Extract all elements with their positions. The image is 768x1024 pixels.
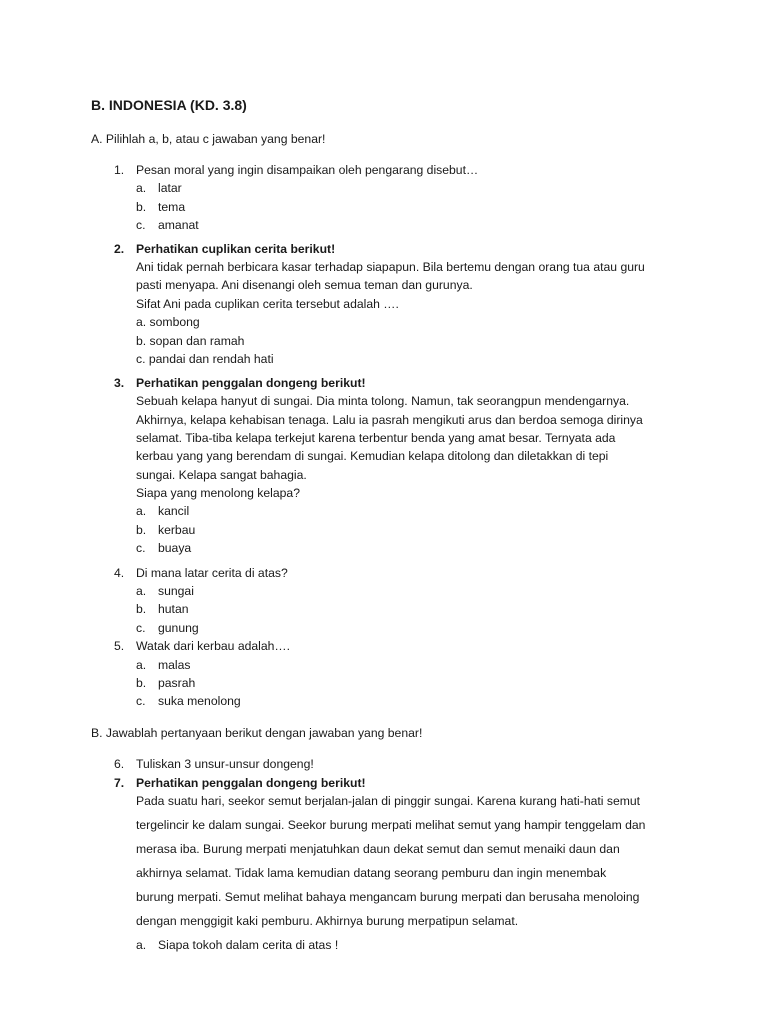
option-text: pasrah (158, 676, 196, 690)
option-text: tema (158, 200, 186, 214)
question-text: Di mana latar cerita di atas? (136, 566, 288, 580)
option-letter: a. (136, 658, 147, 672)
passage-line: selamat. Tiba-tiba kelapa terkejut karena terbentur benda yang amat besar. Ternyata ada (136, 431, 616, 445)
option-letter: b. (136, 200, 147, 214)
question-number: 4. (114, 566, 125, 580)
page-title: B. INDONESIA (KD. 3.8) (91, 97, 247, 113)
section-a-instruction: A. Pilihlah a, b, atau c jawaban yang benar! (91, 132, 326, 146)
passage-line: dengan menggigit kaki pemburu. Akhirnya burung merpatipun selamat. (136, 914, 519, 928)
question-text: Sifat Ani pada cuplikan cerita tersebut adalah …. (136, 297, 399, 311)
passage-line: burung merpati. Semut melihat bahaya mengancam burung merpati dan berusaha menoloing (136, 890, 640, 904)
passage-line: pasti menyapa. Ani disenangi oleh semua teman dan gurunya. (136, 278, 473, 292)
passage-line: Akhirnya, kelapa kehabisan tenaga. Lalu ia pasrah mengikuti arus dan berdoa semoga dirinya (136, 413, 643, 427)
question-heading: Perhatikan penggalan dongeng berikut! (136, 376, 366, 390)
option-letter: b. (136, 523, 147, 537)
passage-line: kerbau yang yang berendam di sungai. Kemudian kelapa ditolong dan diletakkan di tepi (136, 449, 609, 463)
option-letter: c. (136, 218, 146, 232)
sub-question-text: Siapa tokoh dalam cerita di atas ! (158, 938, 339, 952)
option-text: a. sombong (136, 315, 200, 329)
option-text: b. sopan dan ramah (136, 334, 245, 348)
passage-line: tergelincir ke dalam sungai. Seekor burung merpati melihat semut yang hampir tenggelam dan (136, 818, 646, 832)
option-letter: b. (136, 602, 147, 616)
passage-line: sungai. Kelapa sangat bahagia. (136, 468, 307, 482)
passage-line: Pada suatu hari, seekor semut berjalan-jalan di pinggir sungai. Karena kurang hati-hati semut (136, 794, 641, 808)
question-text: Pesan moral yang ingin disampaikan oleh pengarang disebut… (136, 163, 479, 177)
question-number: 1. (114, 163, 125, 177)
question-number: 5. (114, 639, 125, 653)
option-letter: a. (136, 504, 147, 518)
question-text: Tuliskan 3 unsur-unsur dongeng! (136, 757, 314, 771)
question-number: 7. (114, 776, 125, 790)
option-letter: a. (136, 181, 147, 195)
option-text: buaya (158, 541, 192, 555)
option-text: latar (158, 181, 182, 195)
option-text: gunung (158, 621, 199, 635)
question-number: 2. (114, 242, 125, 256)
option-text: hutan (158, 602, 189, 616)
question-text: Watak dari kerbau adalah…. (136, 639, 291, 653)
question-heading: Perhatikan cuplikan cerita berikut! (136, 242, 336, 256)
passage-line: Sebuah kelapa hanyut di sungai. Dia minta tolong. Namun, tak seorangpun mendengarnya. (136, 394, 630, 408)
option-letter: c. (136, 541, 146, 555)
option-text: malas (158, 658, 191, 672)
question-text: Siapa yang menolong kelapa? (136, 486, 300, 500)
option-letter: a. (136, 938, 147, 952)
option-letter: a. (136, 584, 147, 598)
option-letter: c. (136, 694, 146, 708)
option-text: amanat (158, 218, 199, 232)
option-text: suka menolong (158, 694, 241, 708)
option-letter: c. (136, 621, 146, 635)
option-text: sungai (158, 584, 194, 598)
passage-line: Ani tidak pernah berbicara kasar terhadap siapapun. Bila bertemu dengan orang tua atau guru (136, 260, 645, 274)
question-heading: Perhatikan penggalan dongeng berikut! (136, 776, 366, 790)
option-letter: b. (136, 676, 147, 690)
option-text: c. pandai dan rendah hati (136, 352, 274, 366)
option-text: kancil (158, 504, 190, 518)
option-text: kerbau (158, 523, 196, 537)
question-number: 6. (114, 757, 125, 771)
section-b-instruction: B. Jawablah pertanyaan berikut dengan jawaban yang benar! (91, 726, 423, 740)
passage-line: akhirnya selamat. Tidak lama kemudian datang seorang pemburu dan ingin menembak (136, 866, 607, 880)
question-number: 3. (114, 376, 125, 390)
passage-line: merasa iba. Burung merpati menjatuhkan daun dekat semut dan semut menaiki daun dan (136, 842, 620, 856)
